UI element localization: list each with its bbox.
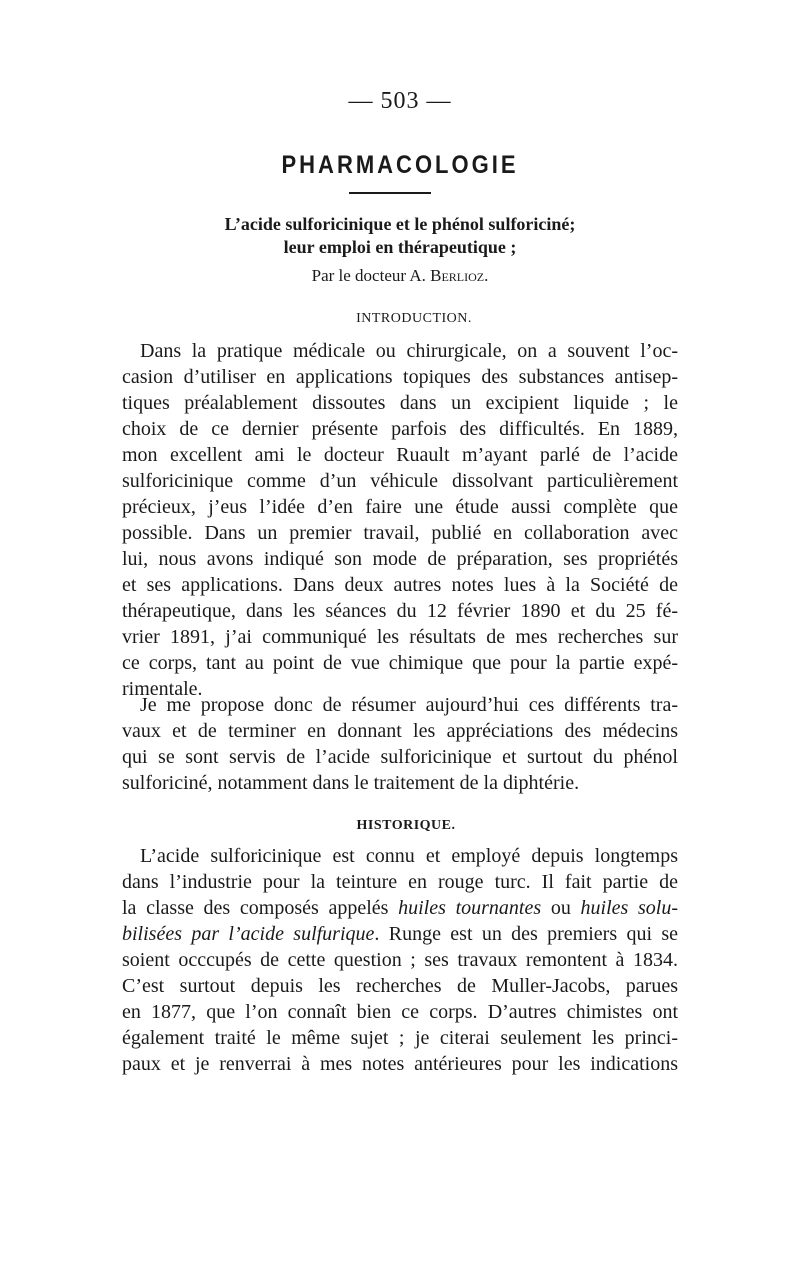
historique-paragraph	[122, 843, 678, 1077]
title-divider	[349, 192, 431, 194]
italic-term: bilisées par l’acide sulfurique	[122, 923, 375, 945]
italic-term: huiles solu-	[580, 897, 678, 919]
historique-heading: HISTORIQUE.	[356, 818, 456, 833]
text-line: dans l’industrie pour la teinture en rouge turc. Il fait partie de	[122, 871, 678, 893]
text-line	[122, 895, 678, 921]
text-line: vrier 1891, j’ai communiqué les résultats de mes recherches sur	[122, 626, 678, 648]
text-line: rimentale.	[122, 678, 203, 700]
text-line: paux et je renverrai à mes notes antérieures pour les indications	[122, 1053, 678, 1075]
text-line: également traité le même sujet ; je citerai seulement les princi-	[122, 1027, 678, 1049]
text-line: casion d’utiliser en applications topiques des substances antisep-	[122, 366, 678, 388]
text-line: qui se sont servis de l’acide sulforicinique et surtout du phénol	[122, 746, 678, 768]
article-title-line-1: L’acide sulforicinique et le phénol sulforiciné;	[224, 214, 576, 234]
text-line: vaux et de terminer en donnant les appréciations des médecins	[122, 720, 678, 742]
text-run: ou	[541, 897, 581, 919]
introduction-paragraph-2	[122, 692, 678, 796]
author-name: Berlioz.	[430, 266, 489, 285]
text-line: lui, nous avons indiqué son mode de préparation, ses propriétés	[122, 548, 678, 570]
text-line: sulforicinique comme d’un véhicule dissolvant particulièrement	[122, 470, 678, 492]
text-line: sulforiciné, notamment dans le traitement de la diphtérie.	[122, 772, 580, 794]
section-title: PHARMACOLOGIE	[281, 150, 519, 179]
text-line: et ses applications. Dans deux autres notes lues à la Société de	[122, 574, 678, 596]
text-line: tiques préalablement dissoutes dans un excipient liquide ; le	[122, 392, 678, 414]
text-line: précieux, j’eus l’idée d’en faire une étude aussi complète que	[122, 496, 678, 518]
text-line: thérapeutique, dans les séances du 12 février 1890 et du 25 fé-	[122, 600, 678, 622]
text-line	[122, 921, 678, 947]
author-byline	[0, 266, 800, 286]
text-line: choix de ce dernier présente parfois des difficultés. En 1889,	[122, 418, 678, 440]
text-line: possible. Dans un premier travail, publié en collaboration avec	[122, 522, 678, 544]
article-title-line-2: leur emploi en thérapeutique ;	[283, 237, 517, 257]
text-line: Je me propose donc de résumer aujourd’hui ces différents tra-	[140, 694, 678, 716]
text-line: C’est surtout depuis les recherches de Muller-Jacobs, parues	[122, 975, 678, 997]
article-title	[0, 213, 800, 259]
text-run: . Runge est un des premiers qui se	[374, 923, 678, 945]
text-line: ce corps, tant au point de vue chimique que pour la partie expé-	[122, 652, 678, 674]
introduction-paragraph-1	[122, 338, 678, 702]
introduction-heading: INTRODUCTION.	[356, 311, 472, 326]
text-line: en 1877, que l’on connaît bien ce corps. D’autres chimistes ont	[122, 1001, 678, 1023]
text-line: soient occcupés de cette question ; ses travaux remontent à 1834.	[122, 949, 678, 971]
text-line: L’acide sulforicinique est connu et employé depuis longtemps	[140, 845, 678, 867]
author-prefix: Par le docteur A.	[311, 266, 431, 285]
text-line: mon excellent ami le docteur Ruault m’ayant parlé de l’acide	[122, 444, 678, 466]
page-number: — 503 —	[348, 88, 452, 114]
italic-term: huiles tournantes	[398, 897, 542, 919]
text-run: la classe des composés appelés	[122, 897, 399, 919]
text-line: Dans la pratique médicale ou chirurgicale, on a souvent l’oc-	[140, 340, 678, 362]
